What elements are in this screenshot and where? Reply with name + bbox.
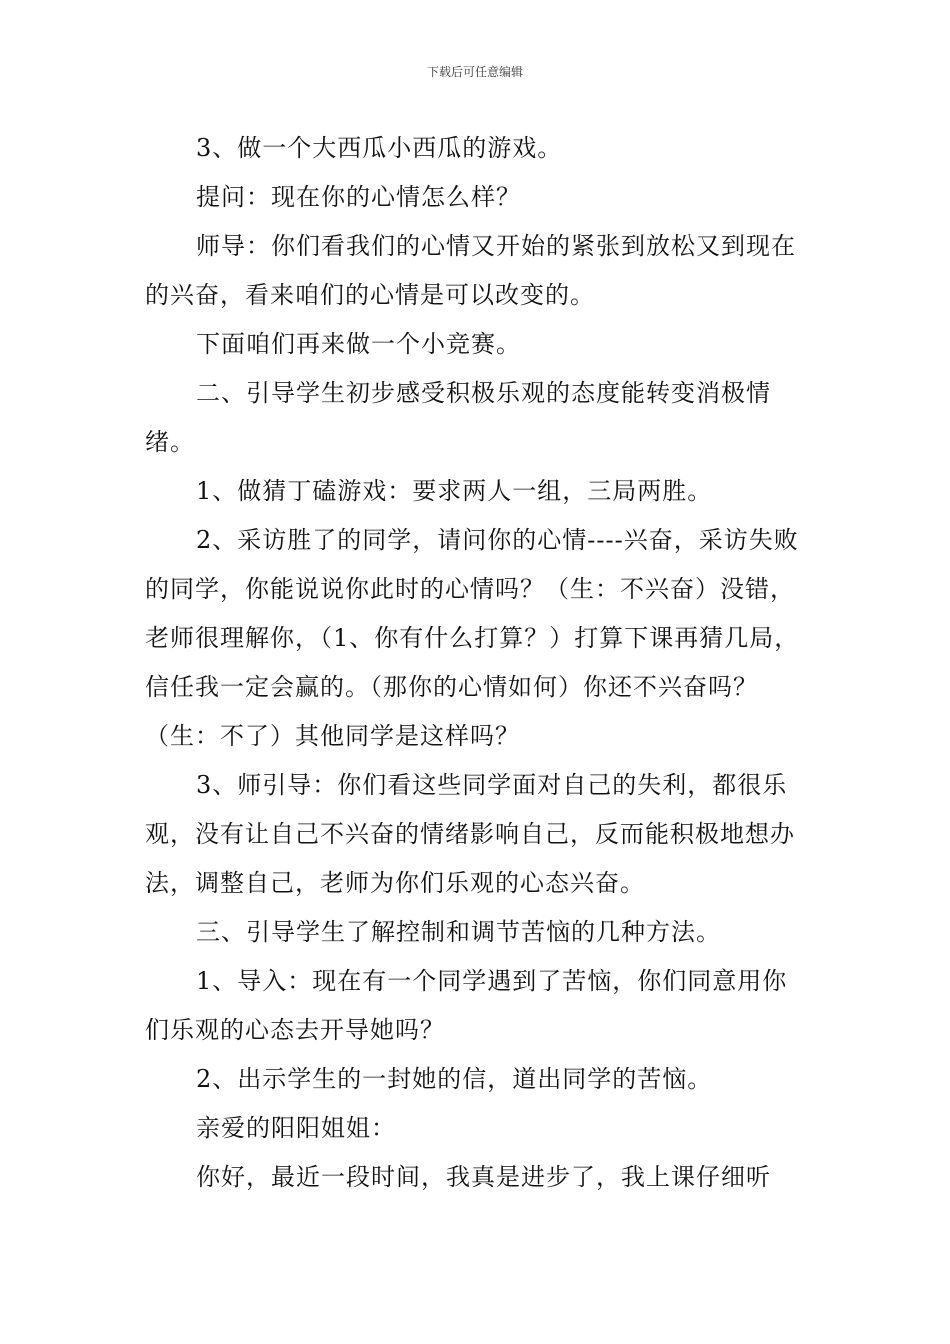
document-body: [145, 124, 807, 1202]
paragraph: 三、引导学生了解控制和调节苦恼的几种方法。: [196, 918, 721, 946]
paragraph: 师导：你们看我们的心情又开始的紧张到放松又到现在的兴奋，看来咱们的心情是可以改变的。: [145, 232, 796, 309]
paragraph: 下面咱们再来做一个小竞赛。: [196, 330, 521, 358]
paragraph: 二、引导学生初步感受积极乐观的态度能转变消极情绪。: [145, 379, 771, 456]
page-header: 下载后可任意编辑: [426, 65, 523, 79]
paragraph: 2、采访胜了的同学，请问你的心情----兴奋，采访失败的同学，你能说说你此时的心情吗？（生：不兴奋）没错，老师很理解你，（1、你有什么打算？）打算下课再猜几局，信任我一定会赢的。（那你的心情如何）你还不兴奋吗？（生：不了）其他同学是这样吗？: [145, 526, 800, 750]
paragraph: 3、做一个大西瓜小西瓜的游戏。: [196, 134, 563, 162]
paragraph: 3、师引导：你们看这些同学面对自己的失利，都很乐观，没有让自己不兴奋的情绪影响自己，反而能积极地想办法，调整自己，老师为你们乐观的心态兴奋。: [145, 771, 795, 897]
paragraph: 提问：现在你的心情怎么样？: [196, 183, 521, 211]
paragraph: 你好，最近一段时间，我真是进步了，我上课仔细听: [196, 1163, 771, 1191]
paragraph: 亲爱的阳阳姐姐：: [196, 1114, 396, 1142]
paragraph: 2、出示学生的一封她的信，道出同学的苦恼。: [196, 1065, 713, 1093]
paragraph: 1、做猜丁磕游戏：要求两人一组，三局两胜。: [196, 477, 713, 505]
paragraph: 1、导入：现在有一个同学遇到了苦恼，你们同意用你们乐观的心态去开导她吗？: [145, 967, 788, 1044]
